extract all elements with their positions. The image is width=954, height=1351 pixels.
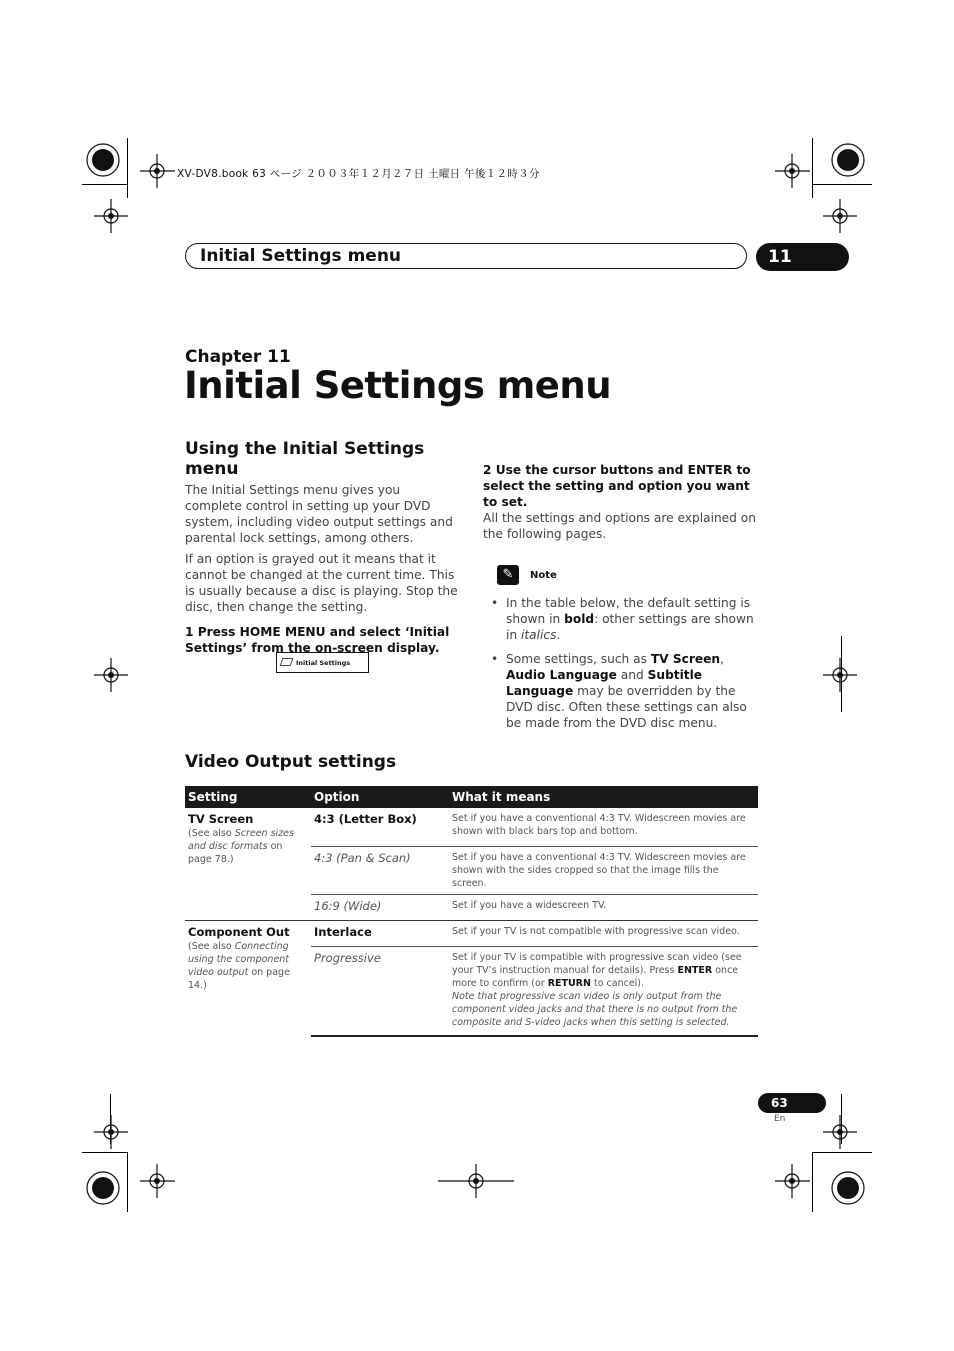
grayed-out-paragraph: If an option is grayed out it means that it cannot be changed at the current time. This is usually because a disc is playing. Stop the disc, then change the setting. (185, 552, 458, 614)
note-label: Note (530, 570, 557, 581)
column-header: Setting (185, 786, 311, 808)
description-cell: Set if you have a conventional 4:3 TV. Widescreen movies are shown with the sides cropped so that the image fills the screen. (449, 847, 758, 895)
screen-label: Initial Settings (296, 659, 351, 667)
description-cell: Set if you have a widescreen TV. (449, 895, 758, 921)
setting-cell: Component Out (See also Connecting using the component video output on page 14.) (185, 921, 311, 1037)
step-2-body: All the settings and options are explained on the following pages. (483, 511, 756, 541)
step-1: 1 Press HOME MENU and select ‘Initial Settings’ from the on-screen display. (185, 625, 450, 655)
option-cell: 16:9 (Wide) (311, 895, 449, 921)
setting-cell: TV Screen (See also Screen sizes and disc formats on page 78.) (188, 812, 294, 865)
description-cell: Set if your TV is compatible with progressive scan video (see your TV’s instruction manual for details). Press ENTER once more to confirm (or RETURN to cancel). Note that progressive scan video is only output from the component video jacks and that there is no output from the composite and S-video jacks when this setting is selected. (449, 947, 758, 1037)
intro-paragraph: The Initial Settings menu gives you complete control in setting up your DVD system, including video output settings and parental lock settings, among others. (185, 483, 453, 545)
page-language: En (774, 1114, 786, 1124)
page-number-badge (758, 1093, 826, 1113)
table-row (185, 808, 758, 847)
chapter-title: Initial Settings menu (184, 364, 612, 407)
table-header-row (185, 786, 758, 808)
print-header: XV-DV8.book 63 ページ ２００３年１２月２７日 土曜日 午後１２時３分 (177, 168, 540, 180)
disc-icon (280, 658, 294, 666)
video-output-table (185, 786, 758, 1037)
chapter-number: 11 (768, 247, 792, 267)
running-header-title: Initial Settings menu (200, 246, 402, 266)
note-item: • Some settings, such as TV Screen, Audio Language and Subtitle Language may be overridden by the DVD disc. Often these settings can also be made from the DVD disc menu. (484, 651, 758, 731)
column-header: What it means (449, 786, 758, 808)
step-2: 2 Use the cursor buttons and ENTER to select the setting and option you want to set. (483, 463, 751, 509)
note-item: • In the table below, the default setting is shown in bold: other settings are shown in italics. (484, 595, 758, 643)
table-row (185, 921, 758, 947)
video-output-heading: Video Output settings (185, 752, 397, 772)
on-screen-display-preview (276, 652, 369, 673)
description-cell: Set if you have a conventional 4:3 TV. Widescreen movies are shown with black bars top and bottom. (452, 813, 746, 837)
using-section (185, 439, 460, 656)
option-cell: Progressive (311, 947, 449, 1037)
description-cell: Set if your TV is not compatible with progressive scan video. (449, 921, 758, 947)
chapter-label: Chapter 11 (185, 347, 291, 367)
note-list (484, 595, 758, 735)
option-cell: Interlace (311, 921, 449, 947)
pencil-icon: ✎ (497, 565, 519, 585)
section-heading: Using the Initial Settings menu (185, 439, 425, 479)
column-header: Option (311, 786, 449, 808)
step-2-section (483, 462, 757, 542)
page-number: 63 (771, 1096, 788, 1110)
option-cell: 4:3 (Letter Box) (314, 812, 417, 826)
option-cell: 4:3 (Pan & Scan) (311, 847, 449, 895)
